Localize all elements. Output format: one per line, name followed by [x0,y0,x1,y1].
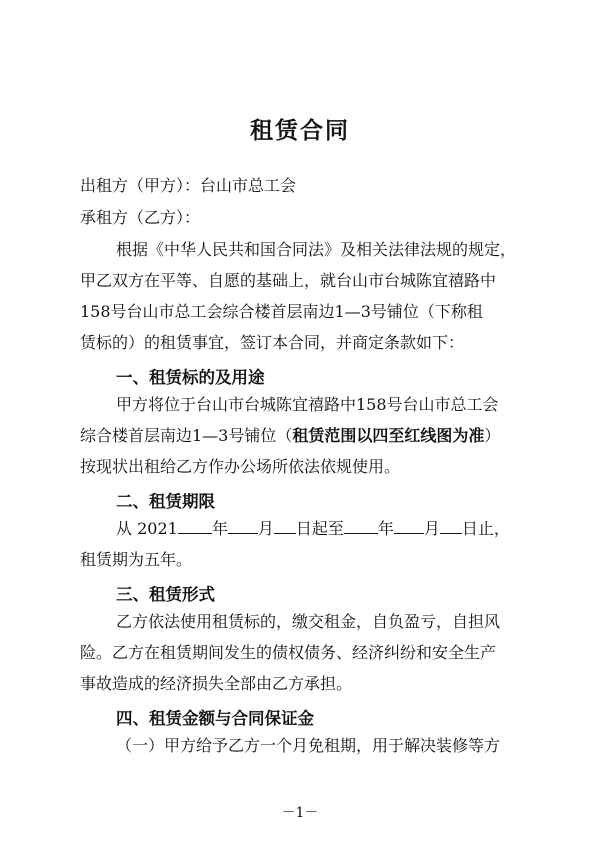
start-day-blank [274,519,296,534]
intro-line-3: 158号台山市总工会综合楼首层南边1—3号铺位（下称租 [80,302,483,321]
intro-line-4: 赁标的）的租赁事宜，签订本合同，并商定条款如下： [80,333,465,352]
section-1-heading: 一、租赁标的及用途 [116,368,265,387]
end-month-label: 月 [423,519,440,538]
start-month-blank [228,519,258,534]
section-1-line-1: 甲方将位于台山市台城陈宜禧路中158号台山市总工会 [116,395,499,414]
section-1-line-2-prefix: 综合楼首层南边1—3号铺位（ [80,426,293,445]
document-title: 租赁合同 [250,118,350,144]
section-2-heading: 二、租赁期限 [116,492,215,511]
end-day-label: 日止， [461,519,510,538]
end-year-label: 年 [377,519,394,538]
from-label: 从 2021 [116,519,178,538]
end-year-blank [344,519,378,534]
start-year-blank [178,519,212,534]
section-3-heading: 三、租赁形式 [116,585,215,604]
section-4-heading: 四、租赁金额与合同保证金 [116,709,314,728]
section-1-line-2 [80,426,530,446]
lease-term-line: 租赁期为五年。 [80,550,193,569]
intro-line-1: 根据《中华人民共和国合同法》及相关法律法规的规定， [116,240,517,259]
end-day-blank [440,519,462,534]
section-1-line-3: 按现状出租给乙方作办公场所依法依规使用。 [80,457,401,476]
section-3-line-2: 险。乙方在租赁期间发生的债权债务、经济纠纷和安全生产 [80,643,497,662]
intro-line-2: 甲乙双方在平等、自愿的基础上，就台山市台城陈宜禧路中 [80,271,497,290]
section-4-line-1: （一）甲方给予乙方一个月免租期，用于解决装修等方 [116,736,501,755]
section-1-line-2-suffix: ） [484,426,501,445]
page-number: －1－ [281,805,319,821]
lessee-line: 承租方（乙方）： [80,208,201,227]
red-line-map-note: 租赁范围以四至红线图为准 [292,426,485,445]
section-3-line-3: 事故造成的经济损失全部由乙方承担。 [80,674,353,693]
start-month-label: 月 [257,519,274,538]
end-month-blank [394,519,424,534]
section-3-line-1: 乙方依法使用租赁标的，缴交租金，自负盈亏，自担风 [116,612,501,631]
lessor-line: 出租方（甲方）：台山市总工会 [80,176,297,195]
start-day-label: 日起至 [295,519,344,538]
lease-period-line [116,519,536,539]
start-year-label: 年 [211,519,228,538]
